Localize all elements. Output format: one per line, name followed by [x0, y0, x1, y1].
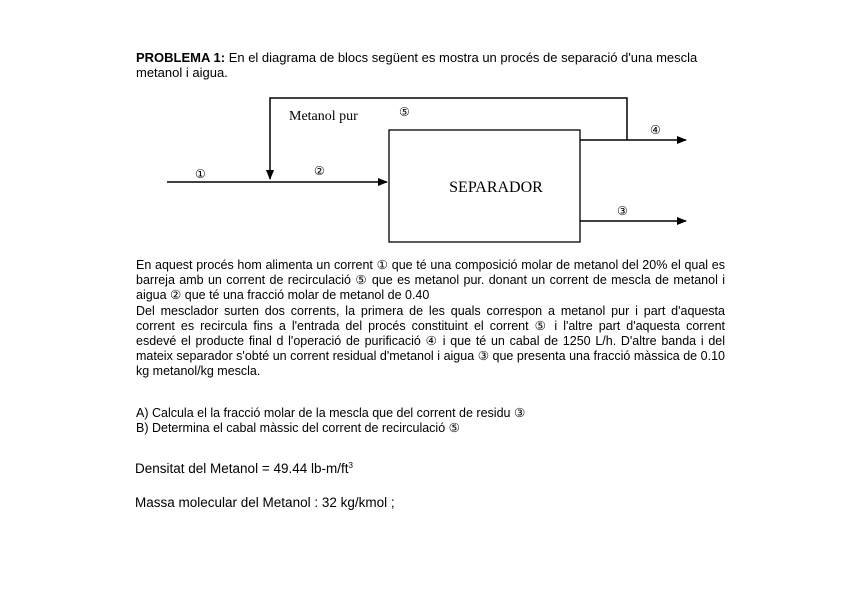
questions	[136, 406, 525, 436]
question-a: A) Calcula el la fracció molar de la mescla que del corrent de residu ③	[136, 406, 526, 420]
statement-paragraph-1: En aquest procés hom alimenta un corrent ① que té una composició molar de metanol del 20% el qual es barreja amb un corrent de recirculació ⑤ que es metanol pur. donant un corrent de mescla de metanol i aigua ② que té una fracció molar de metanol de 0.40	[136, 258, 725, 303]
question-b: B) Determina el cabal màssic del corrent de recirculació ⑤	[136, 421, 460, 435]
density-data	[135, 461, 353, 476]
problem-statement	[136, 258, 725, 380]
stream-4-label: ④	[650, 123, 661, 137]
stream-5-label: ⑤	[399, 105, 410, 119]
problem-intro: En el diagrama de blocs següent es mostra un procés de separació d'una mescla metanol i aigua.	[136, 50, 698, 80]
pure-methanol-label: Metanol pur	[289, 109, 358, 124]
stream-1-label: ①	[195, 167, 206, 181]
block-diagram	[0, 0, 848, 260]
separator-label: SEPARADOR	[449, 179, 543, 196]
stream-2-label: ②	[314, 164, 325, 178]
stream-3-label: ③	[617, 204, 628, 218]
density-exponent: 3	[348, 461, 353, 470]
statement-paragraph-2: Del mesclador surten dos corrents, la primera de les quals correspon a metanol pur i part d'aquesta corrent es recircula fins a l'entrada del procés constituint el corrent ⑤ i l'altre part d'aquesta corrent esdevé el producte final d l'operació de purificació ④ i que té un cabal de 1250 L/h. D'altre banda i del mateix separador s'obté un corrent residual d'metanol i aigua ③ que presenta una fracció màssica de 0.10 kg metanol/kg mescla.	[136, 303, 725, 379]
molar-mass-data: Massa molecular del Metanol : 32 kg/kmol ;	[135, 495, 395, 510]
density-text: Densitat del Metanol = 49.44 lb-m/ft	[135, 461, 349, 476]
problem-label: PROBLEMA 1:	[136, 50, 226, 65]
